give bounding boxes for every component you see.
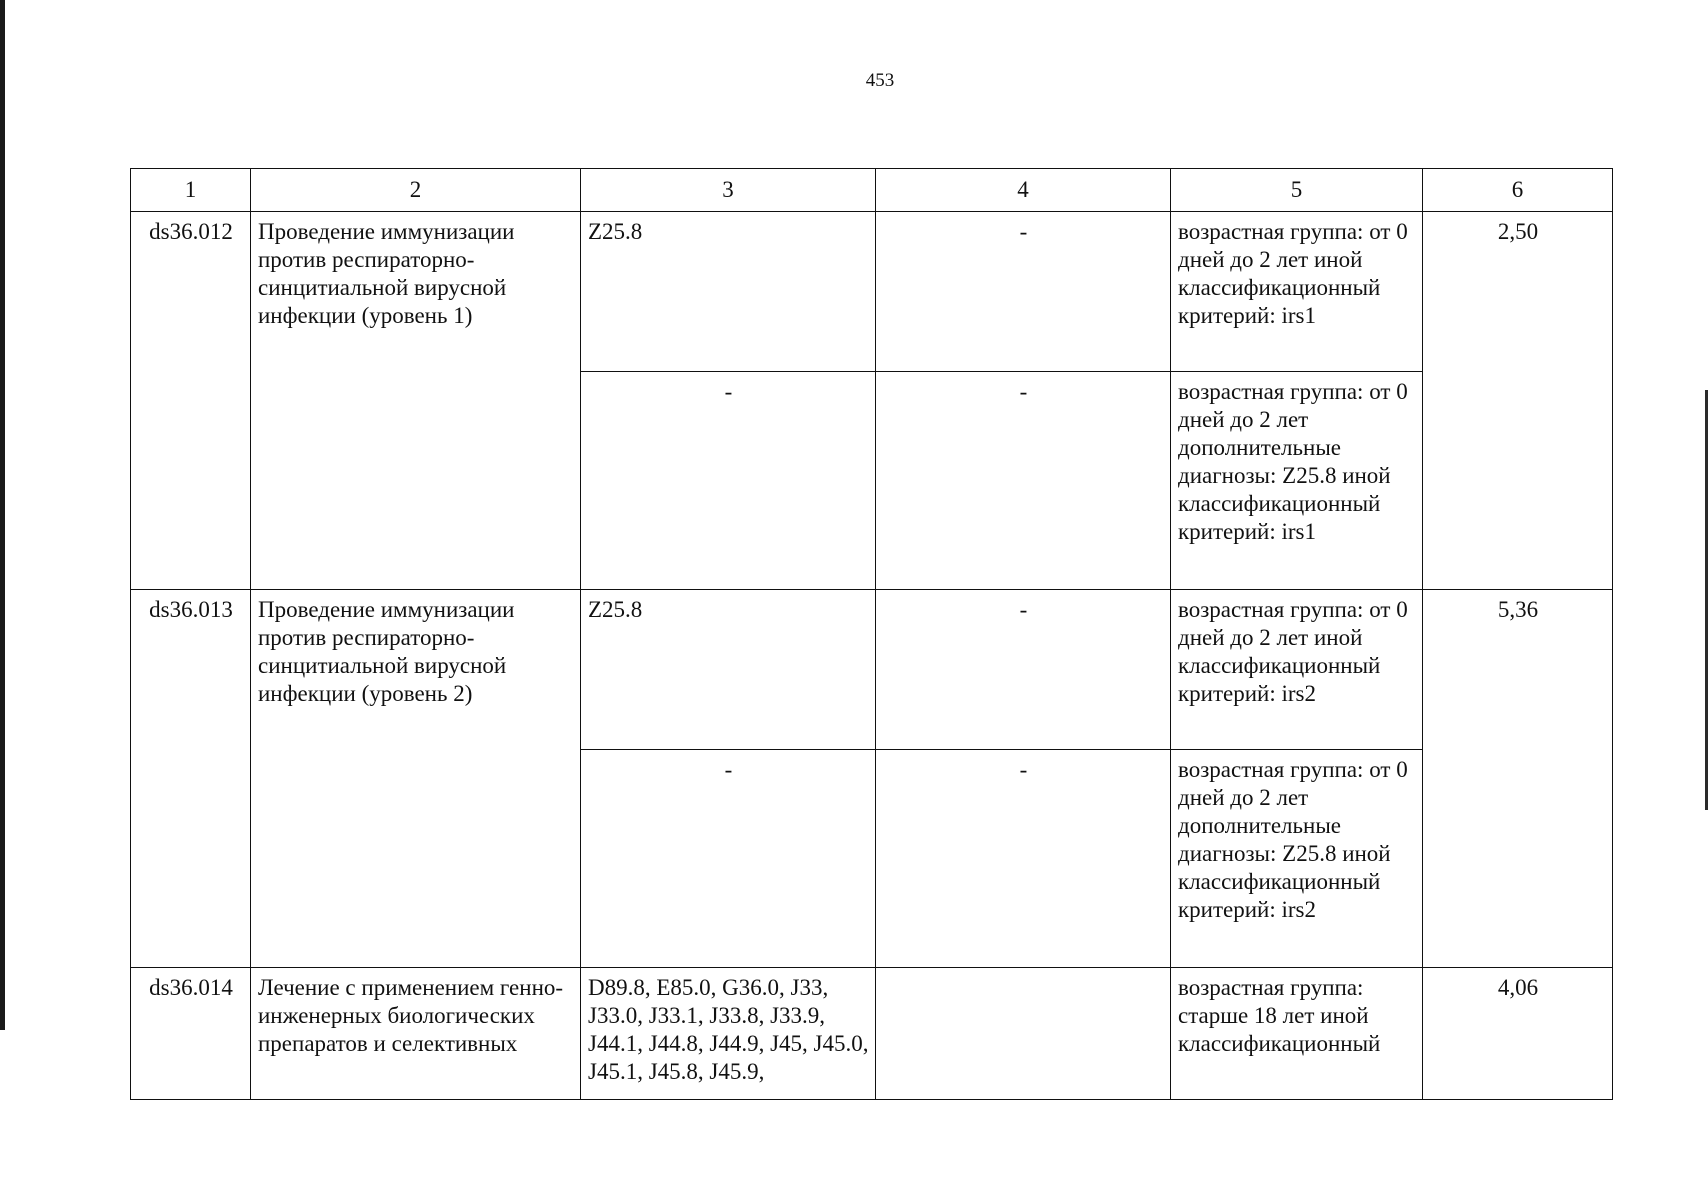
- page-number: 453: [865, 70, 895, 91]
- row-name: Проведение иммунизации против респираторно-синцитиальной вирусной инфекции (уровень 1): [251, 212, 581, 590]
- header-col-6: 6: [1423, 169, 1613, 212]
- row-col4: -: [876, 590, 1171, 750]
- row-col4: -: [876, 372, 1171, 590]
- row-code: ds36.013: [131, 590, 251, 968]
- row-diagnoses: D89.8, E85.0, G36.0, J33, J33.0, J33.1, J33.8, J33.9, J44.1, J44.8, J44.9, J45, J45.0, J45.1, J45.8, J45.9,: [581, 968, 876, 1100]
- row-criteria: возрастная группа: от 0 дней до 2 лет дополнительные диагнозы: Z25.8 иной классификационный критерий: irs2: [1171, 750, 1423, 968]
- scan-left-edge: [0, 0, 5, 1030]
- row-criteria: возрастная группа: от 0 дней до 2 лет дополнительные диагнозы: Z25.8 иной классификационный критерий: irs1: [1171, 372, 1423, 590]
- table-row: [131, 212, 1613, 372]
- header-row: [131, 169, 1613, 212]
- header-col-4: 4: [876, 169, 1171, 212]
- row-col4: [876, 968, 1171, 1100]
- row-coefficient: 5,36: [1423, 590, 1613, 968]
- row-criteria: возрастная группа: старше 18 лет иной классификационный: [1171, 968, 1423, 1100]
- row-name: Проведение иммунизации против респираторно-синцитиальной вирусной инфекции (уровень 2): [251, 590, 581, 968]
- table-row: [131, 590, 1613, 750]
- row-col4: -: [876, 750, 1171, 968]
- row-name: Лечение с применением генно-инженерных биологических препаратов и селективных: [251, 968, 581, 1100]
- row-diagnoses: Z25.8: [581, 590, 876, 750]
- row-coefficient: 4,06: [1423, 968, 1613, 1100]
- row-coefficient: 2,50: [1423, 212, 1613, 590]
- header-col-5: 5: [1171, 169, 1423, 212]
- header-col-2: 2: [251, 169, 581, 212]
- row-diagnoses: Z25.8: [581, 212, 876, 372]
- row-diagnoses: -: [581, 372, 876, 590]
- row-criteria: возрастная группа: от 0 дней до 2 лет иной классификационный критерий: irs1: [1171, 212, 1423, 372]
- tariff-table: [130, 168, 1613, 1100]
- row-criteria: возрастная группа: от 0 дней до 2 лет иной классификационный критерий: irs2: [1171, 590, 1423, 750]
- row-code: ds36.012: [131, 212, 251, 590]
- row-col4: -: [876, 212, 1171, 372]
- header-col-3: 3: [581, 169, 876, 212]
- header-col-1: 1: [131, 169, 251, 212]
- row-diagnoses: -: [581, 750, 876, 968]
- table-row: [131, 968, 1613, 1100]
- row-code: ds36.014: [131, 968, 251, 1100]
